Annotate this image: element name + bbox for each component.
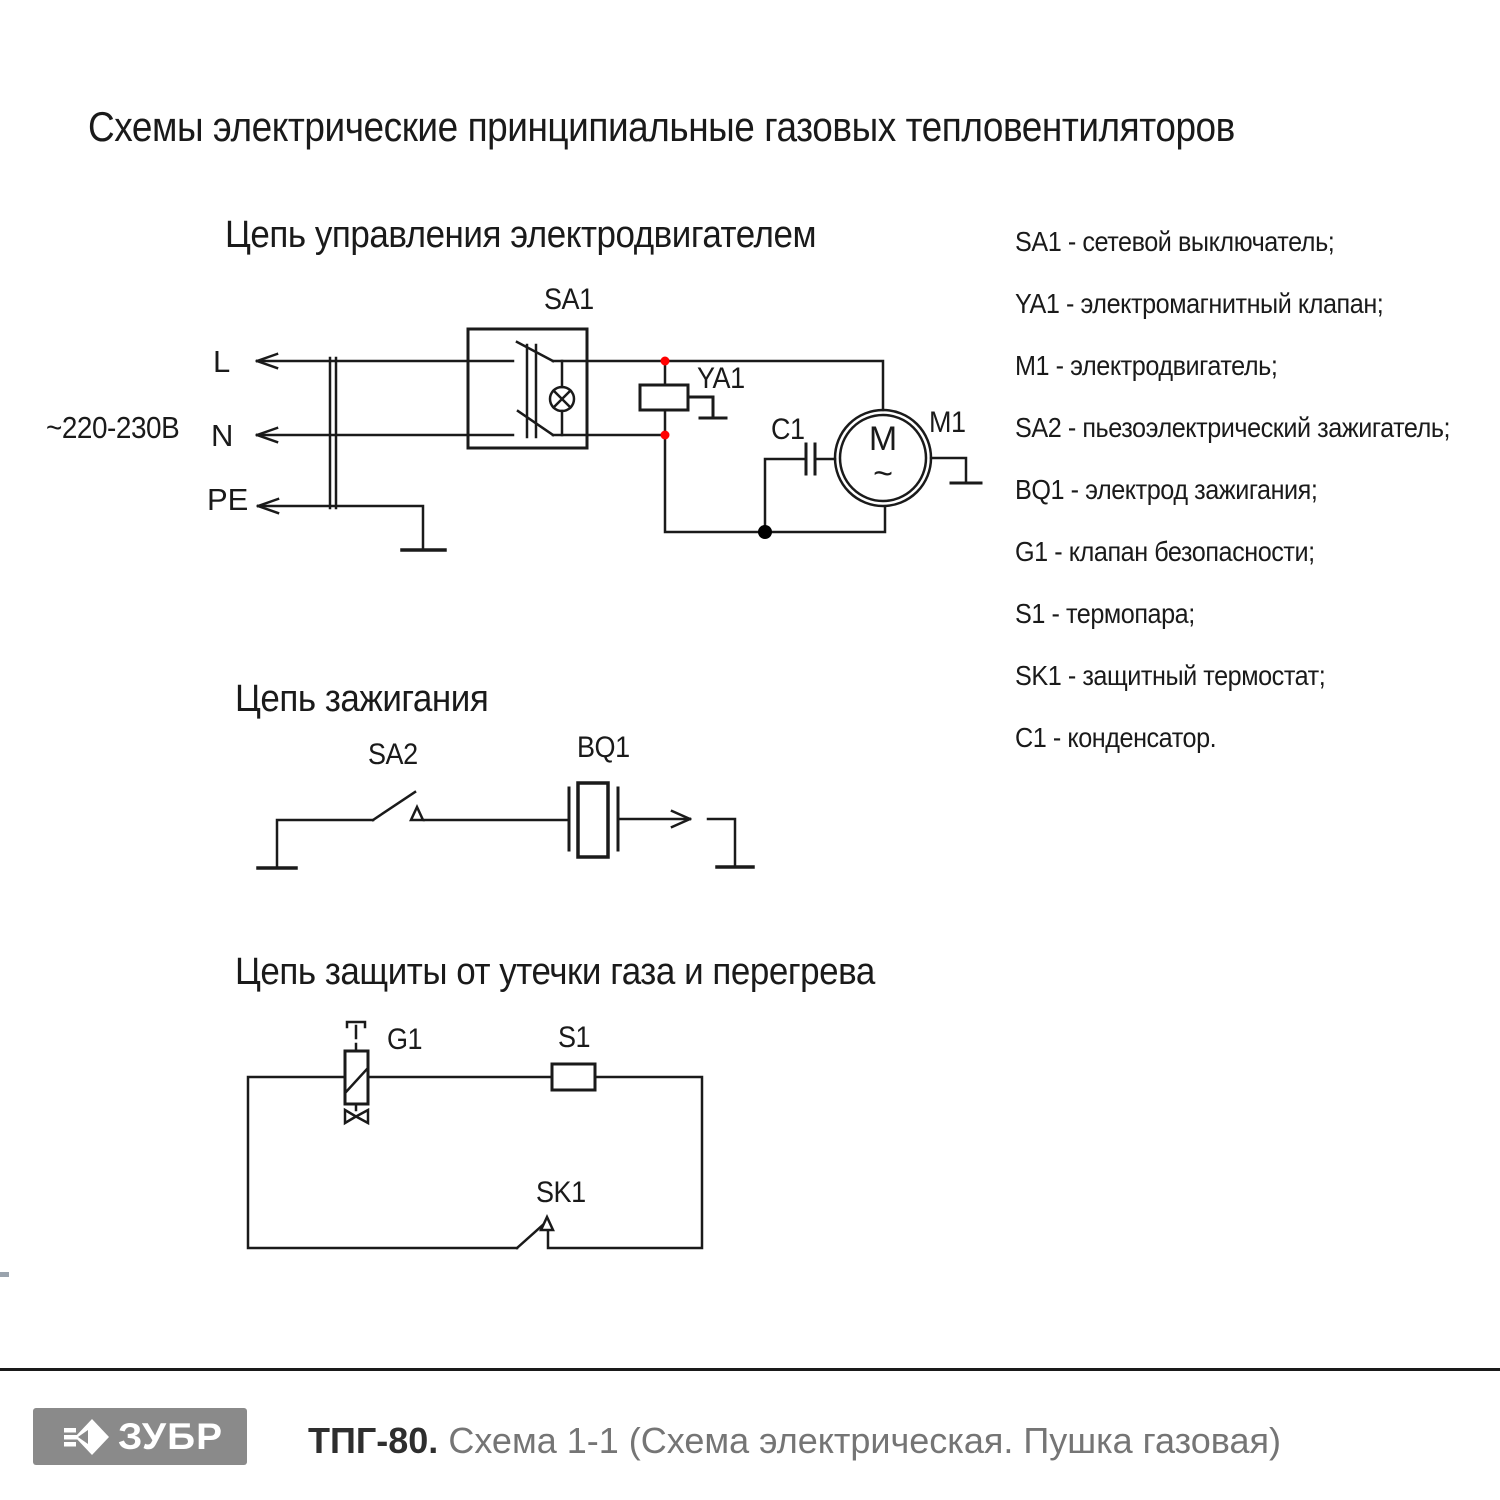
protection-circuit-drawing <box>248 1022 702 1248</box>
g1-label: G1 <box>387 1023 423 1056</box>
ignition-right-lead <box>708 819 735 866</box>
sa2-blade <box>373 792 415 820</box>
ignition-circuit-drawing <box>258 783 753 868</box>
junction-red-top <box>661 357 670 366</box>
page-title: Схемы электрические принципиальные газовых тепловентиляторов <box>88 103 1235 150</box>
legend-item-s1: S1 - термопара; <box>1015 598 1195 629</box>
junction-black-dot <box>758 525 772 539</box>
legend-item-bq1: BQ1 - электрод зажигания; <box>1015 474 1318 505</box>
ya1-chassis-icon <box>688 397 726 418</box>
s1-label: S1 <box>558 1021 591 1054</box>
zubr-logo <box>33 1408 247 1465</box>
zubr-logo-icon <box>62 1414 110 1460</box>
legend-item-sa1: SA1 - сетевой выключатель; <box>1015 226 1335 257</box>
bq1-crystal <box>578 783 608 857</box>
g1-valve-bowtie-icon <box>345 1110 368 1123</box>
sk1-contact-icon <box>541 1217 553 1230</box>
motor-ac-glyph: ~ <box>873 455 893 493</box>
model-number: ТПГ-80. <box>308 1420 439 1461</box>
section-title-ignition: Цепь зажигания <box>235 678 489 720</box>
terminal-n-label: N <box>211 418 234 453</box>
ya1-coil <box>640 385 688 410</box>
sa2-label: SA2 <box>368 738 418 771</box>
legend-item-c1: C1 - конденсатор. <box>1015 722 1217 753</box>
lamp-cross <box>554 391 571 408</box>
schema-description: Схема 1-1 (Схема электрическая. Пушка газовая) <box>448 1420 1281 1461</box>
connector-double-line <box>330 358 336 508</box>
legend-item-sk1: SK1 - защитный термостат; <box>1015 660 1326 691</box>
c1-label: C1 <box>771 413 805 446</box>
legend-item-m1: M1 - электродвигатель; <box>1015 350 1278 381</box>
motor-m-glyph: M <box>868 420 898 458</box>
bq1-label: BQ1 <box>577 731 630 764</box>
ignition-left-lead <box>277 820 373 867</box>
ya1-label: YA1 <box>697 362 745 395</box>
footer-divider <box>0 1368 1500 1371</box>
sk1-label: SK1 <box>536 1176 586 1209</box>
capacitor-icon <box>806 444 815 474</box>
section-title-control: Цепь управления электродвигателем <box>225 214 817 256</box>
junction-red-bottom <box>661 431 670 440</box>
scan-artifact <box>0 1272 9 1277</box>
sk1-blade <box>517 1223 545 1248</box>
voltage-label: ~220-230В <box>46 410 180 445</box>
legend-item-ya1: YA1 - электромагнитный клапан; <box>1015 288 1384 319</box>
g1-sensor-icon <box>347 1022 365 1051</box>
section-title-protection: Цепь защиты от утечки газа и перегрева <box>235 951 875 993</box>
motor-right-lead <box>931 458 966 482</box>
terminal-l-label: L <box>213 344 231 379</box>
g1-valve-body <box>345 1051 368 1104</box>
m1-label: M1 <box>929 406 966 439</box>
zubr-logo-text: ЗУБР <box>117 1415 224 1457</box>
legend-item-sa2: SA2 - пьезоэлектрический зажигатель; <box>1015 412 1451 443</box>
pe-wire <box>258 506 423 549</box>
sa2-contact-icon <box>411 807 423 820</box>
c1-leads <box>765 459 835 532</box>
footer-caption <box>308 1420 1281 1462</box>
terminal-pe-label: PE <box>207 482 249 517</box>
sa1-label: SA1 <box>544 283 594 316</box>
s1-thermocouple <box>552 1064 595 1090</box>
protection-loop <box>248 1077 702 1248</box>
legend-item-g1: G1 - клапан безопасности; <box>1015 536 1315 567</box>
